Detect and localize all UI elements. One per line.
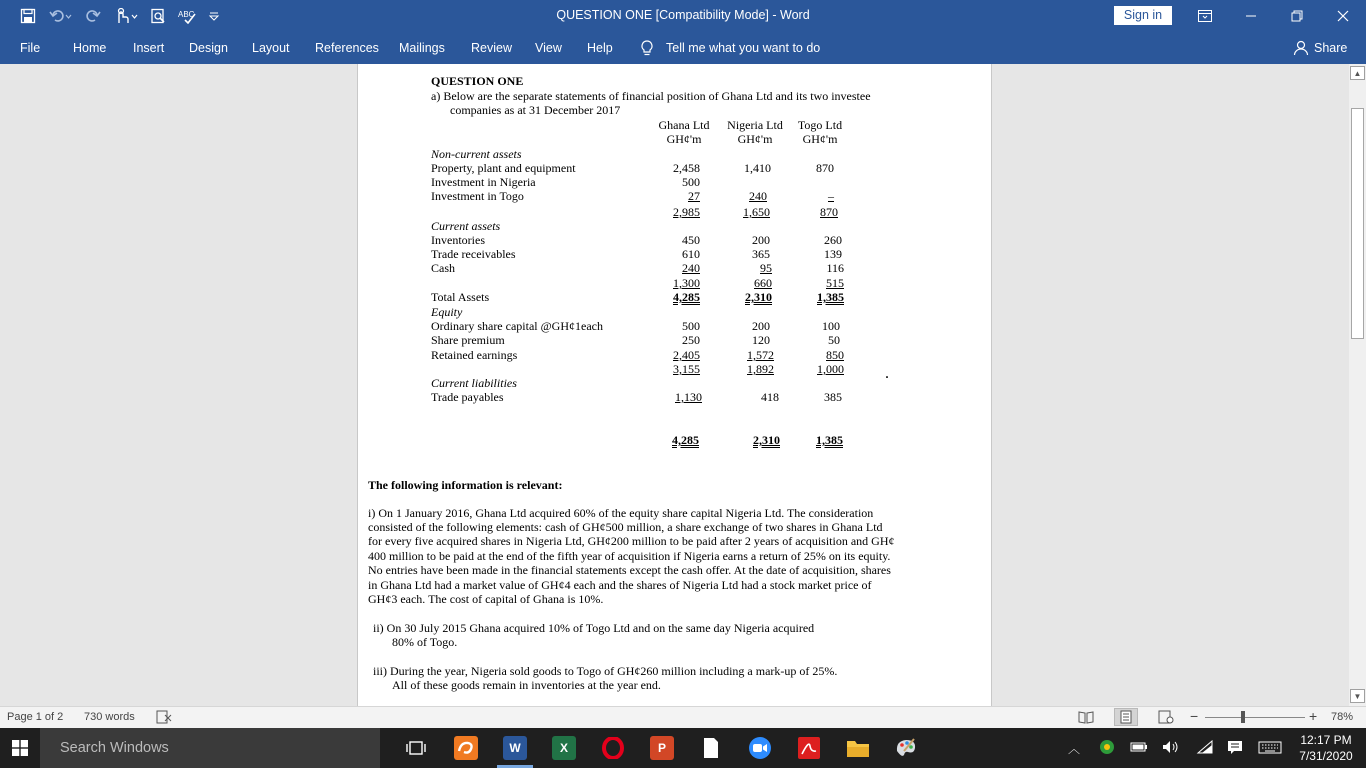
para-i-line: consisted of the following elements: cash of GH¢500 million, a share exchange of two shares in Ghana Ltd [368, 520, 883, 534]
clock-date: 7/31/2020 [1299, 749, 1353, 763]
col-header-togo: Togo Ltd [797, 118, 843, 132]
document-area [0, 64, 1366, 706]
row-label-share-premium: Share premium [431, 333, 505, 347]
title-bar [0, 0, 1366, 32]
cell-share-capital-togo: 100 [822, 319, 840, 333]
proofing-icon[interactable] [156, 710, 172, 727]
row-label-inventories: Inventories [431, 233, 485, 247]
row-label-trade-payables: Trade payables [431, 390, 504, 404]
taskbar-clock[interactable] [1290, 732, 1362, 764]
tab-view[interactable]: View [535, 41, 562, 55]
cell-ca-total-togo: 515 [826, 276, 844, 290]
row-label-share-capital: Ordinary share capital @GH¢1each [431, 319, 603, 333]
para-i-line: in Ghana Ltd had a market value of GH¢4 each and the shares of Nigeria Ltd had a stock market price of [368, 578, 872, 592]
para-iii-line: iii) During the year, Nigeria sold goods to Togo of GH¢260 million including a mark-up of 25%. [373, 664, 838, 678]
cell-share-capital-nigeria: 200 [752, 319, 770, 333]
cell-retained-ghana: 2,405 [673, 348, 700, 362]
touch-mode-icon[interactable] [113, 0, 139, 32]
tell-me-search[interactable] [640, 40, 820, 56]
tab-review[interactable]: Review [471, 41, 512, 55]
tab-references[interactable]: References [315, 41, 379, 55]
network-status-icon[interactable] [1098, 738, 1116, 759]
cell-retained-nigeria: 1,572 [747, 348, 774, 362]
row-label-inv-togo: Investment in Togo [431, 189, 524, 203]
battery-icon[interactable] [1130, 740, 1148, 757]
tab-file[interactable]: File [20, 41, 41, 55]
read-mode-icon[interactable] [1078, 710, 1094, 727]
cell-equity-total-nigeria: 1,892 [747, 362, 774, 376]
tab-insert[interactable]: Insert [133, 41, 165, 55]
col-header-ghana: Ghana Ltd [658, 118, 710, 132]
tab-help[interactable]: Help [587, 41, 613, 55]
powerpoint-app-icon[interactable]: P [650, 736, 674, 760]
para-iii-line: All of these goods remain in inventories at the year end. [392, 678, 661, 692]
section-current-assets: Current assets [431, 219, 501, 233]
window-title: QUESTION ONE [Compatibility Mode] - Word [556, 8, 810, 22]
taskbar [0, 728, 1366, 768]
clock-time: 12:17 PM [1300, 733, 1352, 747]
cell-inventories-togo: 260 [824, 233, 842, 247]
row-label-ppe: Property, plant and equipment [431, 161, 576, 175]
opera-browser-icon[interactable] [601, 736, 625, 760]
col-unit-ghana: GH¢'m [666, 132, 702, 146]
cell-cash-nigeria: 95 [760, 261, 772, 275]
save-icon[interactable] [20, 0, 36, 32]
zoom-out-button[interactable]: − [1190, 708, 1199, 724]
scroll-thumb[interactable] [1351, 108, 1364, 339]
row-label-cash: Cash [431, 261, 455, 275]
section-current-liabilities: Current liabilities [431, 376, 517, 390]
cell-share-premium-ghana: 250 [682, 333, 700, 347]
cell-share-capital-ghana: 500 [682, 319, 700, 333]
close-button[interactable] [1320, 0, 1366, 32]
cell-ppe-nigeria: 1,410 [744, 161, 771, 175]
action-center-icon[interactable] [1227, 740, 1243, 757]
para-i-line: 400 million to be paid at the end of the fifth year of acquisition if Nigeria earns a return of 25% on its equity. [368, 549, 891, 563]
intro-line-2: companies as at 31 December 2017 [450, 103, 621, 117]
cell-payables-togo: 385 [824, 390, 842, 404]
section-non-current-assets: Non-current assets [431, 147, 522, 161]
cell-inv-nigeria-ghana: 500 [682, 175, 700, 189]
cell-ppe-ghana: 2,458 [673, 161, 700, 175]
ribbon-tabs [0, 32, 1366, 64]
cell-ca-total-ghana: 1,300 [673, 276, 700, 290]
cell-share-premium-togo: 50 [828, 333, 840, 347]
cell-total-assets-nigeria: 2,310 [745, 290, 772, 304]
col-unit-togo: GH¢'m [802, 132, 838, 146]
volume-icon[interactable] [1162, 740, 1180, 757]
tab-design[interactable]: Design [189, 41, 228, 55]
para-i-line: No entries have been made in the financial statements except the cash offer. At the date of acquisition, shares [368, 563, 891, 577]
cell-retained-togo: 850 [826, 348, 844, 362]
tab-layout[interactable]: Layout [252, 41, 290, 55]
cell-payables-nigeria: 418 [761, 390, 779, 404]
row-label-receivables: Trade receivables [431, 247, 516, 261]
file-explorer-icon[interactable] [846, 736, 870, 760]
scroll-down-icon[interactable]: ▼ [1350, 689, 1365, 703]
cell-total-assets-ghana: 4,285 [673, 290, 700, 304]
minimize-button[interactable] [1228, 0, 1274, 32]
cell-cash-ghana: 240 [682, 261, 700, 275]
lightbulb-icon [640, 40, 654, 56]
print-layout-icon[interactable] [1114, 708, 1138, 726]
cell-grand-total-togo: 1,385 [816, 433, 843, 447]
wifi-icon[interactable] [1196, 740, 1214, 757]
para-i-line: i) On 1 January 2016, Ghana Ltd acquired 60% of the equity share capital Nigeria Ltd. The consideration [368, 506, 874, 520]
tab-home[interactable]: Home [73, 41, 107, 55]
scroll-up-icon[interactable]: ▲ [1350, 66, 1365, 80]
word-count[interactable]: 730 words [84, 711, 135, 723]
tell-me-label: Tell me what you want to do [666, 41, 821, 55]
zoom-slider-thumb[interactable] [1241, 711, 1245, 723]
status-bar [0, 706, 1366, 728]
cell-total-assets-togo: 1,385 [817, 290, 844, 304]
row-label-retained-earnings: Retained earnings [431, 348, 518, 362]
cell-receivables-ghana: 610 [682, 247, 700, 261]
para-i-line: for every five acquired shares in Nigeria Ltd, GH¢200 million to be paid after 2 years of acquisition and GH¢ [368, 534, 895, 548]
undo-icon[interactable] [49, 0, 73, 32]
col-header-nigeria: Nigeria Ltd [727, 118, 783, 132]
para-ii-line: 80% of Togo. [392, 635, 458, 649]
cell-inv-togo-ghana: 27 [688, 189, 700, 203]
redo-icon[interactable] [85, 0, 101, 32]
page-title: QUESTION ONE [431, 74, 524, 88]
zoom-level[interactable]: 78% [1331, 711, 1354, 723]
cell-inv-togo-togo: – [828, 189, 834, 203]
task-view-icon[interactable] [404, 736, 428, 760]
spelling-check-icon[interactable] [178, 0, 198, 32]
col-unit-nigeria: GH¢'m [737, 132, 773, 146]
tab-mailings[interactable]: Mailings [399, 41, 445, 55]
cell-ca-total-nigeria: 660 [754, 276, 772, 290]
cell-grand-total-ghana: 4,285 [672, 433, 699, 447]
cell-grand-total-nigeria: 2,310 [753, 433, 780, 447]
row-label-inv-nigeria: Investment in Nigeria [431, 175, 536, 189]
excel-app-icon[interactable]: X [552, 736, 576, 760]
svg-text:ABC: ABC [178, 10, 195, 19]
print-preview-icon[interactable] [150, 0, 166, 32]
cell-equity-total-ghana: 3,155 [673, 362, 700, 376]
word-app-icon[interactable]: W [503, 736, 527, 760]
vertical-scrollbar[interactable] [1349, 64, 1366, 706]
zoom-meetings-icon[interactable] [748, 736, 772, 760]
cell-receivables-togo: 139 [824, 247, 842, 261]
zoom-slider[interactable] [1205, 717, 1305, 718]
row-label-total-assets: Total Assets [431, 290, 490, 304]
para-ii-line: ii) On 30 July 2015 Ghana acquired 10% of Togo Ltd and on the same day Nigeria acquired [373, 621, 815, 635]
blank-document-icon[interactable] [699, 736, 723, 760]
document-page[interactable] [357, 64, 992, 706]
paint-app-icon[interactable] [894, 736, 918, 760]
cell-ppe-togo: 870 [816, 161, 834, 175]
windows-start-icon[interactable] [0, 728, 40, 768]
cell-inventories-ghana: 450 [682, 233, 700, 247]
cell-payables-ghana: 1,130 [675, 390, 702, 404]
cell-equity-total-togo: 1,000 [817, 362, 844, 376]
intro-line-1: a) Below are the separate statements of financial position of Ghana Ltd and its two investee [431, 89, 871, 103]
para-i-line: GH¢3 each. The cost of capital of Ghana is 10%. [368, 592, 604, 606]
taskbar-search-box[interactable]: Search Windows [40, 728, 380, 768]
uc-browser-icon[interactable] [454, 736, 478, 760]
cell-nca-total-togo: 870 [820, 205, 838, 219]
page-count[interactable]: Page 1 of 2 [7, 711, 64, 723]
section-equity: Equity [431, 305, 463, 319]
cell-share-premium-nigeria: 120 [752, 333, 770, 347]
web-layout-icon[interactable] [1158, 710, 1174, 727]
keyboard-icon[interactable] [1258, 740, 1282, 757]
share-label: Share [1314, 41, 1348, 55]
customize-toolbar-icon[interactable] [208, 0, 220, 32]
ribbon-display-options-icon[interactable] [1182, 0, 1228, 32]
restore-button[interactable] [1274, 0, 1320, 32]
cell-cash-togo: 116 [826, 261, 844, 275]
zoom-in-button[interactable]: + [1309, 708, 1318, 724]
cell-nca-total-nigeria: 1,650 [743, 205, 770, 219]
stray-dot: · [885, 370, 890, 384]
info-heading: The following information is relevant: [368, 478, 563, 492]
acrobat-reader-icon[interactable] [797, 736, 821, 760]
person-icon [1293, 40, 1309, 56]
show-hidden-icons-chevron[interactable]: ︿ [1068, 742, 1081, 756]
cell-nca-total-ghana: 2,985 [673, 205, 700, 219]
cell-inventories-nigeria: 200 [752, 233, 770, 247]
cell-inv-togo-nigeria: 240 [749, 189, 767, 203]
share-button[interactable] [1293, 40, 1347, 56]
sign-in-button[interactable]: Sign in [1114, 6, 1172, 25]
cell-receivables-nigeria: 365 [752, 247, 770, 261]
